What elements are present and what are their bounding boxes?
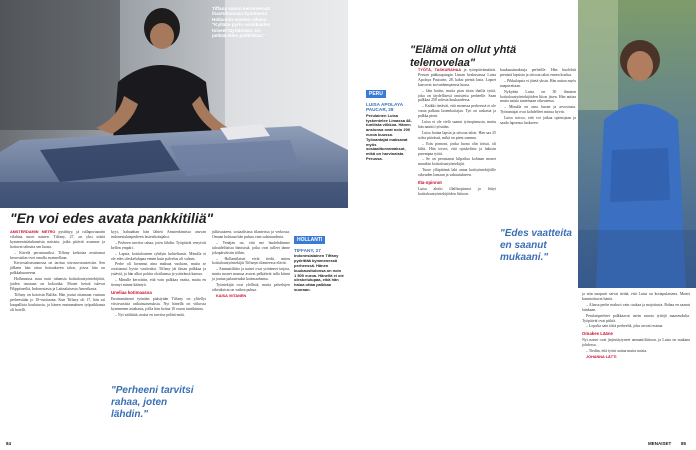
paragraph: julkisuuteen, sosiaalisissa tilanteissa ja verkossa. Omaan kohtaan hän puhuu vain salaisuudesta. bbox=[212, 230, 290, 239]
paragraph: Nykyään Luisa on 30 ihmisen kotitaloustyöntekijöiden liiton jäsen. Hän auttaa muita naisia tuntemaan oikeutensa. bbox=[500, 89, 576, 104]
paragraph: – Lopulta sain töitä perheeltä, joka arvosti minua. bbox=[586, 324, 664, 329]
subheading: Omakes Lääne bbox=[582, 331, 613, 337]
paragraph: Luisa aloitti illallisopinnot ja liittyi kotitaloustyöntekijöiden liittoon. bbox=[418, 186, 496, 196]
profile-name: LUISA APOLAYA PAUCAR, 28 bbox=[366, 102, 403, 113]
headline-right: "Elämä on ollut yhtä telenovelaa" bbox=[410, 44, 517, 69]
paragraph: Kerrostaloasunnossa on tarttuu siivousvarusteisiin. Sen jälkeen hän ottaa hoitaakseen talon, joissa hän on palkkahuoneena. bbox=[10, 261, 105, 276]
paragraph: Tiffany on kotoisin Balilta. Hän joutui ottamaan vastuun perheestään jo 10-vuotiaana. Kun Tiffany oli 17, hän sai kaupallista koulutusta, ja hänen ensimmäinen työpaikkansa oli hotelli. bbox=[10, 292, 105, 312]
paragraph: – Eräs pomoni, jonka luona olin töissä, oli kiltti. Hän toivoi, että opiskelisin ja hakisin parempaa työtä. bbox=[418, 141, 496, 156]
paragraph: ja niin naapurit saivat tietää, että Luisa on kotiapulaisena. Monet kunnioittavat häntä. bbox=[582, 292, 690, 301]
paragraph: Nyt naiset ovat järjestäytyneet ammattiliittoon, ja Luisa on mukana johdossa. bbox=[582, 338, 690, 348]
paragraph: Työntekijät ovat ylellisiä, mutta palvelujen oikeuksista on vaikea puhua. bbox=[212, 283, 290, 292]
article-column-3 bbox=[582, 292, 690, 440]
paragraph: Perhe oli luvannut aina maksaa vuokran, mutta se osoittautui hyvin vaativaksi. Tiffany jäi ilman palkkaa ja ystäviä, ja hän alkoi pohtia olotilaansa ja ystävänsä kanssa. bbox=[111, 262, 206, 277]
paragraph: – Alussa perhe maksoi vain ruokaa ja majoitusta. Rahaa en saanut lainkaan. bbox=[582, 302, 690, 312]
paragraph: pysähtyy, ja rullaportaaatin vilahtaa nuori nainen. Tiffany, 27, on yksi niistä kymmenistätuhansista naisista, jotka pitävät asunnon ja hoitavat taloutta sen luona. bbox=[10, 230, 105, 249]
paragraph: – Nyt säälittää, mutta en tarvitse pelätä enää. bbox=[115, 312, 185, 317]
subheading: Ilta-opinnot bbox=[418, 180, 442, 186]
country-tag: PERU bbox=[366, 90, 386, 98]
article-column-2 bbox=[500, 68, 576, 218]
pull-quote: "Perheeni tarvitsi rahaa, joten lähdin." bbox=[111, 385, 194, 420]
paragraph: Luisa ei ole vielä saanut työsopimusta, mutta hän nauttii työstään. bbox=[418, 120, 496, 129]
paragraph: – Pikkulapsia ei jätetä yksin. Hän auttaa myös naapureitaan. bbox=[500, 78, 576, 88]
article-column-1 bbox=[10, 230, 105, 440]
photo-tiffany-ironing bbox=[0, 0, 348, 208]
photo-illustration bbox=[0, 0, 348, 208]
paragraph: Ensimmäisenä työnään päästyään Tiffany on ylitellyt viisivuotista ratkaisuasetuksia. Nyt hänellä on viikossa kymmenen asiakasta, joilla hän hoitaa 10 euron tuntihintaa. bbox=[111, 296, 206, 311]
page-number-left: 84 bbox=[6, 441, 12, 446]
paragraph: Perulaisperheet palkkaavat usein nuoria tyttöjä maaseudulta. Työpäivät ovat pitkiä. bbox=[582, 313, 690, 323]
paragraph: – Minulla on oma huone ja arvostusta. Työnantajat ovat kohdelleet minua hyvin. bbox=[500, 105, 576, 115]
paragraph: ja työnpäivämäärät. Peruan pääkaupungin Liman keskustassa Luisa Apolaya Paucarin, 28, kaksi pientä lasta. Lapset kasvavat isovanhempiensa luona. bbox=[418, 68, 496, 87]
paragraph: – Perheen tarvitse rahaa, joten lähdin. Työpäivät venyivät kellon ympäri. bbox=[111, 240, 206, 250]
subheading: Uneliaa kotimaassa bbox=[111, 289, 152, 295]
paragraph: – Hollantilaiset eivät tiedä, miten kotitaloustyöntekijät Tiffanyn tilanteessa elävät. bbox=[212, 256, 290, 266]
profile-box-luisa bbox=[366, 82, 414, 162]
page-number-right: 85 bbox=[681, 441, 687, 446]
paragraph: – Lapsia, kotitalouteen ryhdyin kohteliaasti. Minulla ei ole edes oleskelulupaa ennen kuin palvelus oli valmis. bbox=[111, 251, 206, 261]
profile-box-tiffany bbox=[294, 228, 344, 293]
profile-text: Perulainen Luisa tyskentelee Limassa 48-tuntiista viikkoa. Hänen ansionsa ovat noin 200 euroa kuussa. Työnantajat maksavat myös sosiaaliturvamaksut, mikä on harvinaista Perussa. bbox=[366, 112, 412, 161]
paragraph: – Jäin kotiin, mutta pian aloin ihailla työtä, joka on täydellisesti omistettu perheelle. Saan palkkaa 250 solesia kuukaudessa. bbox=[418, 88, 496, 103]
paragraph: – Minulle kerrottiin, että voin palkkaa vaatia, mutta en tiennyt minne kääntyä. bbox=[111, 278, 206, 288]
paragraph: – Kaikki tietävät, että monessa perheessä ei ole varaa palkata lastenhoitajaa. Työ on raskasta ja palkka pieni. bbox=[418, 104, 496, 119]
paragraph: – Kävelä perustuuriksi. Tiffany kehottaa avuttomat kerrostalon ovet omalla avaimellaan. bbox=[10, 250, 105, 260]
profile-name: TIFFANY, 27 bbox=[294, 248, 321, 253]
byline: KAISA VIITANEN bbox=[216, 293, 247, 298]
paragraph: Hollannissa asuu noin tuhansia kotitaloustyöntekijöitä, joiden taustaan on kokoaika. Monet heistä tulevat Filippiineiltä, Indonesiasta ja Latinalaisesta Amerikasta. bbox=[10, 277, 105, 291]
article-column-2 bbox=[111, 230, 206, 380]
article-column-1 bbox=[418, 68, 496, 440]
paragraph: kuukausimaksuja perheille. Hän huolehtii pienistä lapsista ja siivoaa talon ennen koulua. bbox=[500, 68, 576, 77]
pull-quote: "Edes vaatteita en saanut mukaani." bbox=[500, 228, 572, 263]
lead-in: TYÖTÄ, TASKURAHAA bbox=[418, 68, 462, 72]
paragraph: Luisa toivoo, että voi jatkaa opintojaan ja saada lapsensa luokseen. bbox=[500, 116, 576, 126]
photo-caption: Tiffany sanoo kerinneensä ihastuttamaan kymmeniä Hollannin-vuoden aikana. "Kyllään pyrin asiakkaiden toiveet täyttämään. En pelkää edes politiikkaa." bbox=[212, 6, 271, 39]
photo-illustration bbox=[578, 0, 696, 288]
right-page bbox=[348, 0, 696, 450]
photo-luisa bbox=[578, 0, 696, 288]
lead-in: AMSTERDAMIN METRO bbox=[10, 230, 56, 234]
paragraph: kyyt, haluaahan hän lähteä Amsterdamissa asuvan indonesialaisperheen lastenhoitajaksi. bbox=[111, 230, 206, 239]
paragraph: Tuore ylläpitämä laki antaa kotityöntekijöille oikeuden lomaan ja vakuutukseen. bbox=[418, 168, 496, 178]
magazine-name: MENAISET bbox=[648, 441, 672, 446]
byline: JOHANNA LÄTTI bbox=[586, 354, 617, 359]
paragraph: Luisa hoitaa lapsia ja siivoaa talon. Hän saa 25 solea päivässä, mikä on pieni summa. bbox=[418, 130, 496, 140]
headline-left: "En voi edes avata pankkitiliä" bbox=[10, 210, 214, 226]
paragraph: – Tiedän, että työni auttaa muita naisia. bbox=[586, 349, 648, 354]
paragraph: – Venäjän on, että me huolehdimme taloudellisista ihmisistä, jotka ovat tulleet tänne jokapäiväisiin töihin. bbox=[212, 240, 290, 255]
article-column-3 bbox=[212, 230, 290, 440]
paragraph: – Ammattiliitto ja naiset ovat yrittäneet tarjota, mutta monet maassa asuvat pelkäävät tulla kiinni ja joutua palautetuksi kotimaahansa. bbox=[212, 267, 290, 282]
paragraph: – Se on perustanut kilpailua kohtaan monet muutkin kotitaloustyöntekijät. bbox=[418, 157, 496, 167]
profile-text: Indonesialainen Tiffany pyörittää kymmenessä perheessä. Hänen kuukausitulonsa on noin 1 500 euroa. Hänellä ei ole oleskelulupaa, eikä hän halua ottaa palkkaa suoraan. bbox=[294, 253, 344, 292]
country-tag: HOLLANTI bbox=[294, 236, 325, 244]
